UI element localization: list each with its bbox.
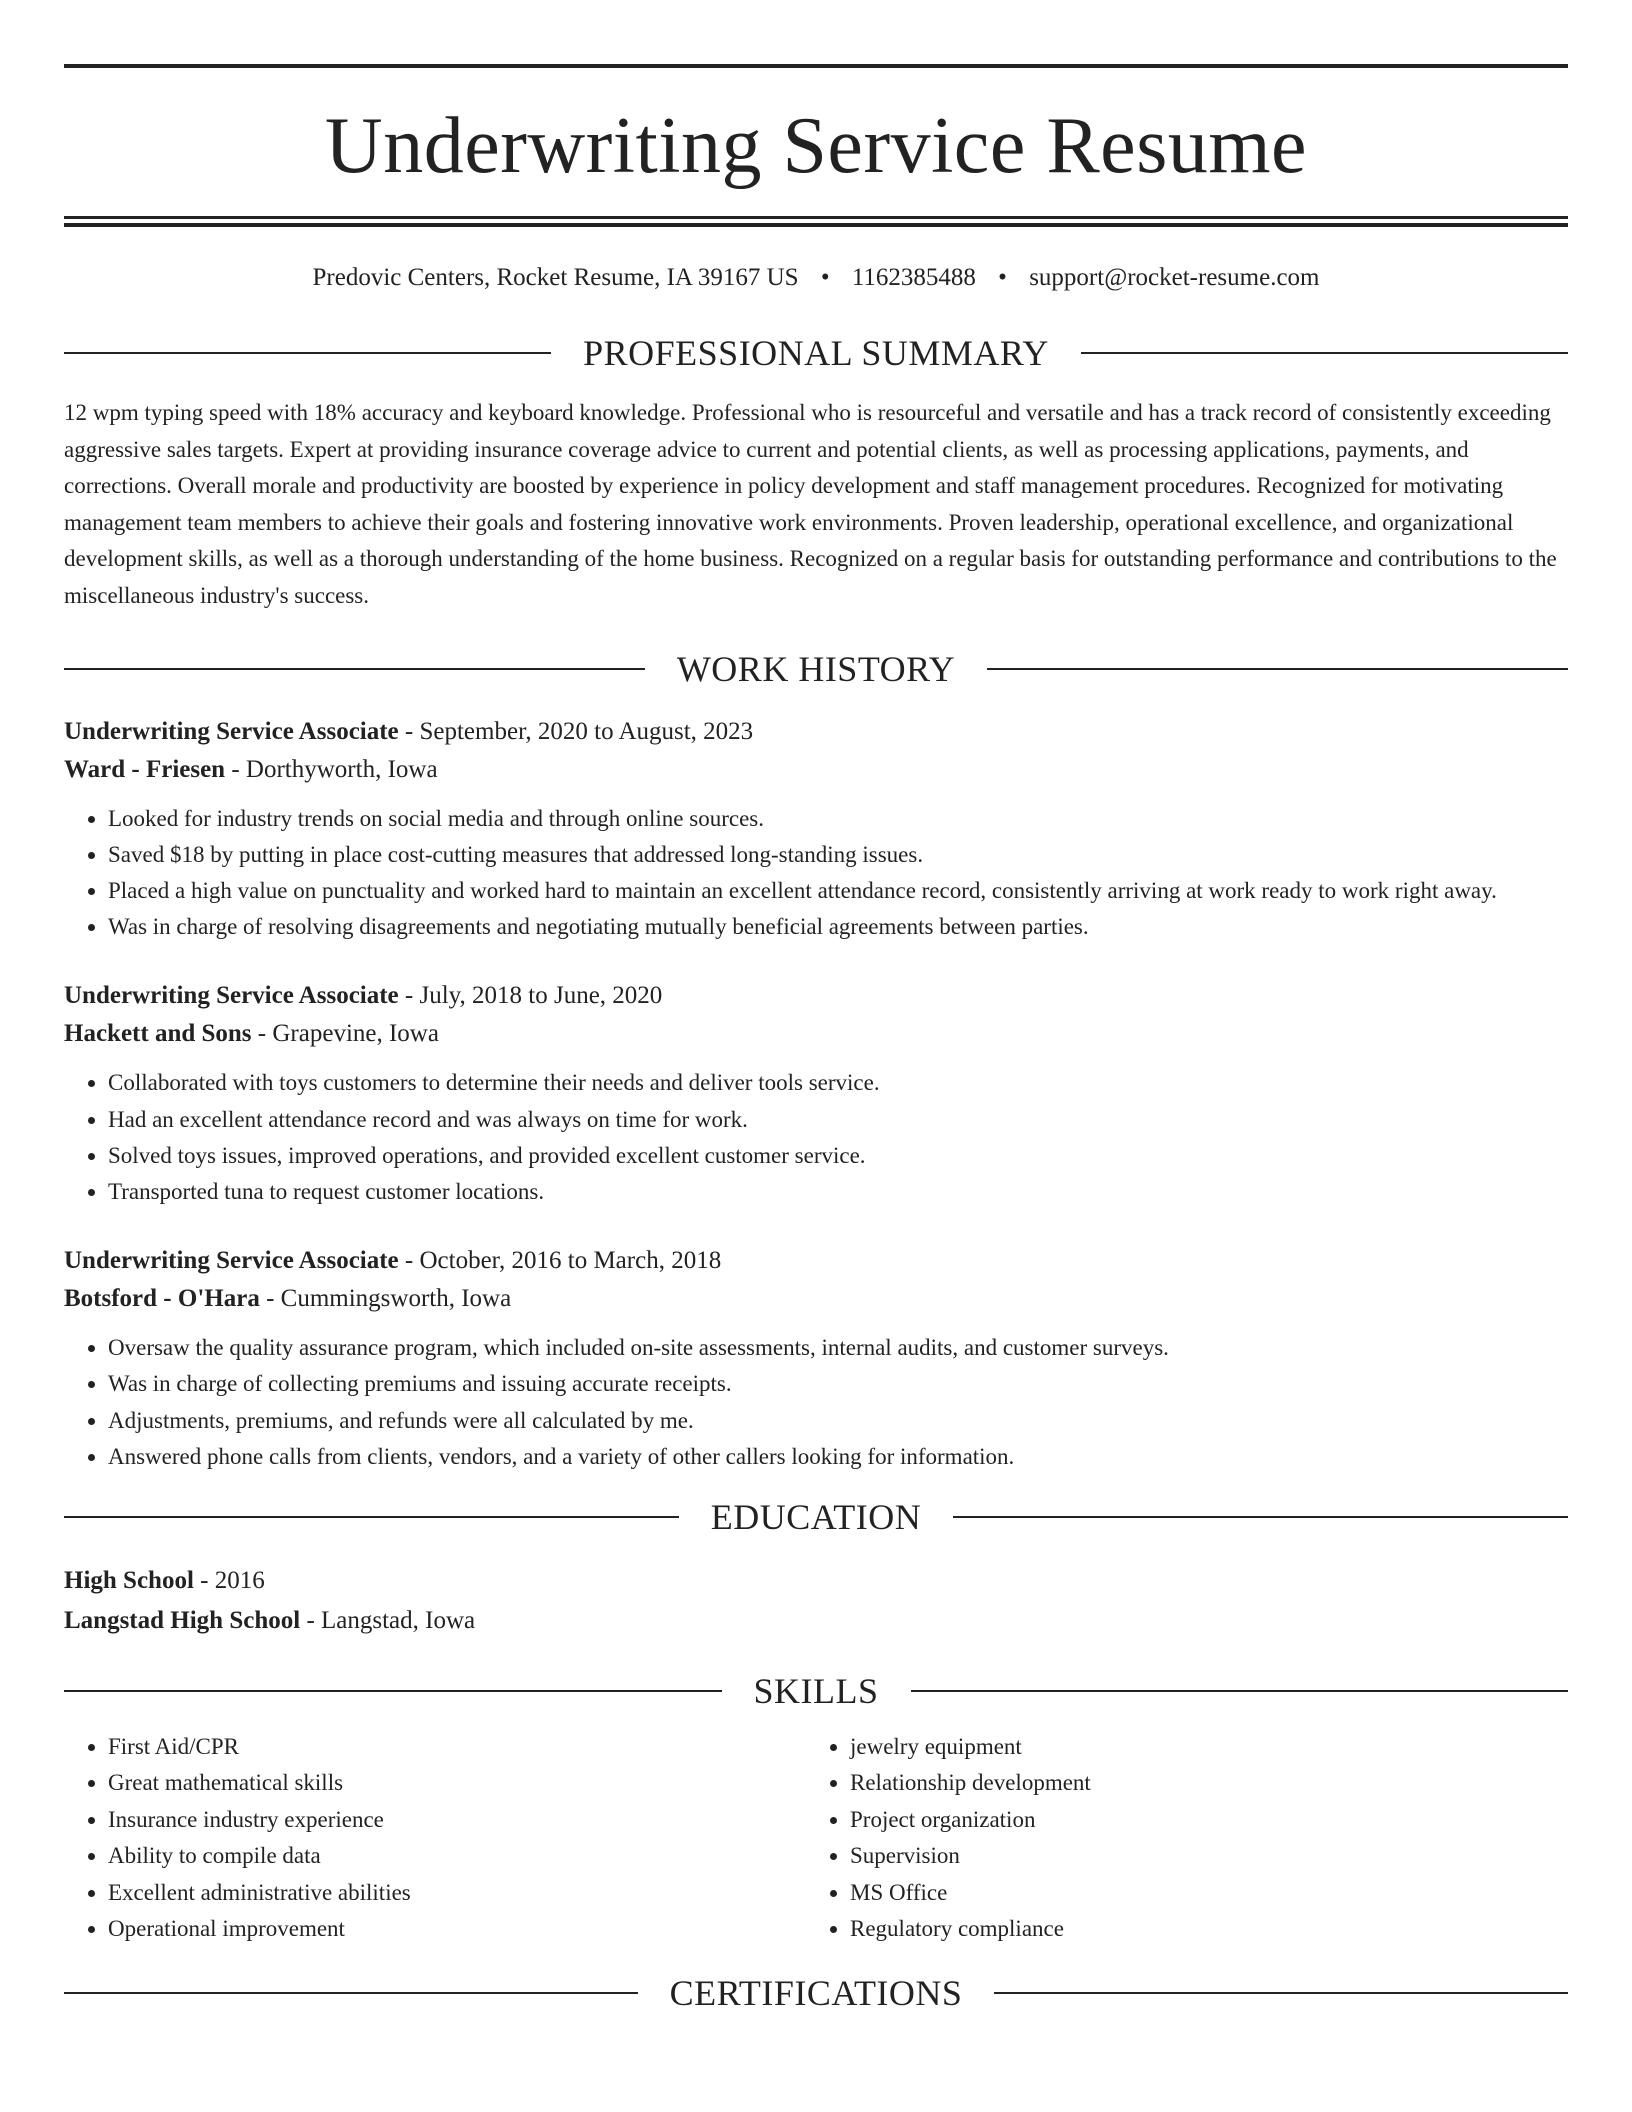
job-company: Ward - Friesen — [64, 755, 226, 783]
list-item: • Great mathematical skills — [108, 1765, 806, 1801]
summary-paragraph: 12 wpm typing speed with 18% accuracy and keyboard knowledge. Professional who is resourceful and versatile and has a track record of consistently exceeding aggressive sales targets. Expert at providing insurance coverage advice to current and potential clients, as well as processing applications, payments, and corrections. Overall morale and productivity are boosted by experience in policy development and staff management procedures. Recognized for motivating management team members to achieve their goals and fostering innovative work environments. Proven leadership, operational excellence, and organizational development skills, as well as a thorough understanding of the home business. Recognized on a regular basis for outstanding performance and contributions to the miscellaneous industry's success. — [64, 400, 1557, 608]
section-title: PROFESSIONAL SUMMARY — [583, 333, 1049, 373]
heading-rule — [64, 352, 551, 354]
contact-phone: 1162385488 — [851, 264, 976, 291]
job-dates: - September, 2020 to August, 2023 — [398, 717, 754, 745]
education-degree-line — [64, 1561, 1568, 1601]
education-year: - 2016 — [193, 1567, 265, 1594]
job-entry — [64, 977, 1568, 1210]
job-title-line — [64, 977, 1568, 1015]
job-location: - Dorthyworth, Iowa — [225, 755, 438, 783]
section-heading-work-history — [64, 649, 1568, 689]
skills-column-right — [806, 1729, 1548, 1947]
top-rule — [64, 64, 1568, 68]
heading-rule — [911, 1690, 1569, 1692]
job-company: Botsford - O'Hara — [64, 1285, 260, 1313]
job-company-line — [64, 751, 1568, 789]
section-title: CERTIFICATIONS — [669, 1973, 963, 2014]
skills-column-left — [64, 1729, 806, 1947]
list-item: • Regulatory compliance — [850, 1911, 1548, 1947]
section-title: SKILLS — [753, 1671, 879, 1711]
education-degree: High School — [64, 1567, 194, 1594]
list-item: • Project organization — [850, 1802, 1548, 1838]
education-location: - Langstad, Iowa — [300, 1607, 476, 1634]
job-entry — [64, 1242, 1568, 1475]
job-location: - Cummingsworth, Iowa — [259, 1285, 512, 1313]
job-bullets — [64, 1330, 1568, 1475]
job-dates: - July, 2018 to June, 2020 — [398, 982, 663, 1010]
list-item: • Insurance industry experience — [108, 1802, 806, 1838]
job-title-line — [64, 713, 1568, 751]
job-dates: - October, 2016 to March, 2018 — [398, 1247, 722, 1275]
heading-rule — [64, 1992, 638, 1994]
list-item: • Relationship development — [850, 1765, 1548, 1801]
job-title-line — [64, 1242, 1568, 1280]
list-item: • Saved $18 by putting in place cost-cutting measures that addressed long-standing issues. — [108, 837, 1568, 873]
list-item: • Placed a high value on punctuality and worked hard to maintain an excellent attendance record, consistently arriving at work ready to work right away. — [108, 873, 1568, 909]
job-title: Underwriting Service Associate — [64, 982, 399, 1010]
list-item: • Solved toys issues, improved operations, and provided excellent customer service. — [108, 1138, 1568, 1174]
job-title: Underwriting Service Associate — [64, 1247, 399, 1275]
list-item: • Transported tuna to request customer locations. — [108, 1174, 1568, 1210]
skills-bullets — [806, 1729, 1548, 1947]
contact-separator: • — [820, 264, 830, 291]
contact-line — [64, 263, 1568, 293]
list-item: • Was in charge of collecting premiums and issuing accurate receipts. — [108, 1366, 1568, 1402]
list-item: • Answered phone calls from clients, vendors, and a variety of other callers looking for information. — [108, 1439, 1568, 1475]
education-entry — [64, 1561, 1568, 1641]
page-title: Underwriting Service Resume — [324, 102, 1308, 190]
heading-rule — [64, 1516, 679, 1518]
list-item: • Adjustments, premiums, and refunds were all calculated by me. — [108, 1403, 1568, 1439]
heading-rule — [994, 1992, 1568, 1994]
job-entry — [64, 713, 1568, 946]
list-item: • Was in charge of resolving disagreements and negotiating mutually beneficial agreements between parties. — [108, 909, 1568, 945]
list-item: • jewelry equipment — [850, 1729, 1548, 1765]
list-item: • MS Office — [850, 1875, 1548, 1911]
education-school: Langstad High School — [64, 1607, 301, 1634]
section-heading-education — [64, 1497, 1568, 1537]
list-item: • First Aid/CPR — [108, 1729, 806, 1765]
job-company: Hackett and Sons — [64, 1020, 252, 1048]
list-item: • Ability to compile data — [108, 1838, 806, 1874]
heading-rule — [987, 668, 1568, 670]
job-bullets — [64, 1065, 1568, 1210]
list-item: • Excellent administrative abilities — [108, 1875, 806, 1911]
job-bullets — [64, 801, 1568, 946]
section-title: WORK HISTORY — [676, 648, 956, 689]
contact-separator: • — [998, 264, 1007, 291]
heading-rule — [953, 1516, 1568, 1518]
section-title: EDUCATION — [710, 1497, 922, 1537]
list-item: • Collaborated with toys customers to determine their needs and deliver tools service. — [108, 1065, 1568, 1101]
title-double-rule — [64, 216, 1568, 227]
heading-rule — [64, 668, 645, 670]
education-school-line — [64, 1601, 1568, 1641]
skills-bullets — [64, 1729, 806, 1947]
heading-rule — [64, 1690, 722, 1692]
job-company-line — [64, 1015, 1568, 1053]
contact-address: Predovic Centers, Rocket Resume, IA 39167 US — [312, 264, 799, 291]
list-item: • Looked for industry trends on social media and through online sources. — [108, 801, 1568, 837]
section-heading-summary — [64, 333, 1568, 373]
job-company-line — [64, 1280, 1568, 1318]
list-item: • Had an excellent attendance record and was always on time for work. — [108, 1102, 1568, 1138]
section-heading-skills — [64, 1671, 1568, 1711]
contact-email: support@rocket-resume.com — [1029, 264, 1320, 291]
heading-rule — [1081, 352, 1568, 354]
resume-content — [64, 64, 1568, 2013]
list-item: • Operational improvement — [108, 1911, 806, 1947]
job-location: - Grapevine, Iowa — [251, 1020, 439, 1048]
skills-list — [64, 1729, 1568, 1947]
list-item: • Oversaw the quality assurance program, which included on-site assessments, internal audits, and customer surveys. — [108, 1330, 1568, 1366]
list-item: • Supervision — [850, 1838, 1548, 1874]
job-title: Underwriting Service Associate — [64, 717, 399, 745]
section-heading-certifications — [64, 1973, 1568, 2013]
